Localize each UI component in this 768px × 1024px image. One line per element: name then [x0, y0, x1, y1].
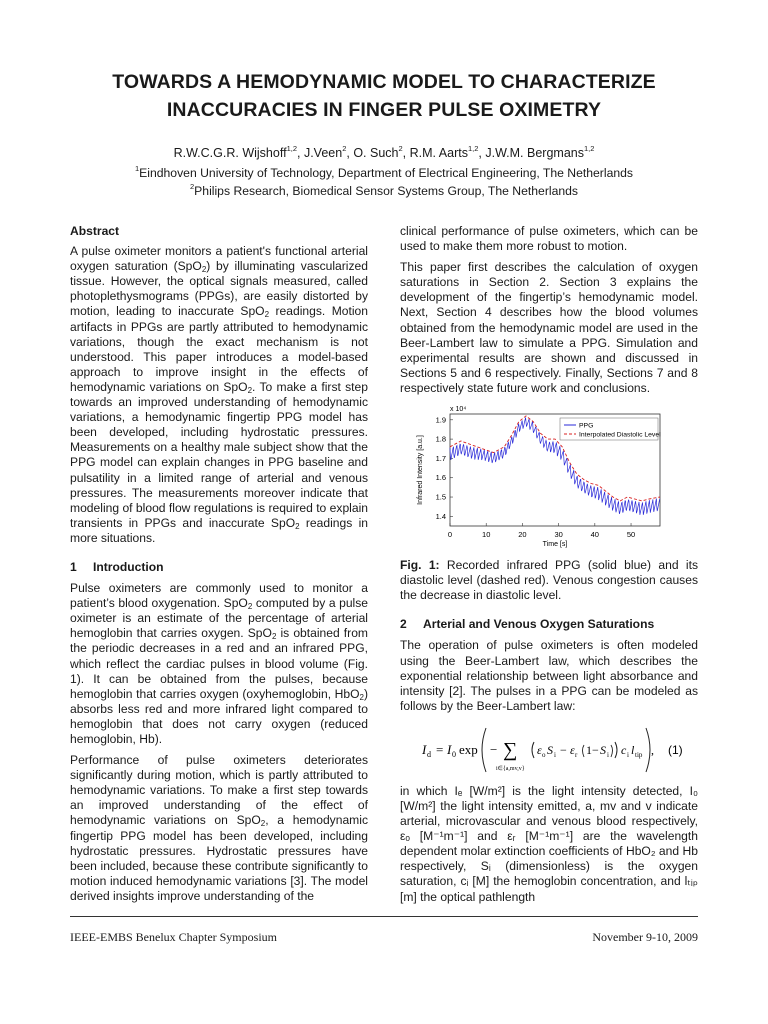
y-tick-label: 1.9	[435, 415, 446, 425]
svg-text:S: S	[600, 742, 606, 757]
svg-text:d: d	[427, 749, 431, 759]
paper-title	[70, 68, 698, 124]
svg-text:S: S	[547, 742, 553, 757]
affiliation-1	[70, 166, 698, 180]
author-5-sup: 1,2	[583, 144, 595, 153]
svg-text:−: −	[490, 741, 498, 757]
author-2: J.Veen	[303, 146, 343, 160]
intro-paragraph-2: Performance of pulse oximeters deteriorates significantly during motion, which is partly attributed to hemodynamic variations. To make a first step towards an improved understanding of the effect of hemodynamic variations on SpO$_2$, a hemodynamic fingertip PPG model has been developed, including hydrostatic pressures. Hydrostatic pressures have been included, because these contribute significantly to motion induced hemodynamic variations [3]. The model derived insights improve understanding of the	[70, 753, 368, 903]
svg-text:o: o	[542, 750, 546, 759]
y-tick-label: 1.7	[435, 453, 446, 463]
equation-number: (1)	[668, 742, 683, 757]
svg-text:I: I	[447, 741, 452, 757]
svg-text:,: ,	[651, 742, 654, 757]
y-tick-label: 1.5	[435, 492, 446, 502]
affiliation-2	[70, 184, 698, 198]
svg-text:ε: ε	[570, 742, 575, 757]
author-1-sup: 1,2	[286, 144, 297, 153]
affiliation-1-text: Eindhoven University of Technology, Department of Electrical Engineering, The Netherlands	[139, 166, 634, 180]
legend-diastolic-label: Interpolated Diastolic Level	[579, 431, 661, 439]
x-tick-label: 50	[626, 530, 636, 540]
ppg-chart	[400, 402, 698, 552]
affiliation-1-sup: 1	[134, 164, 140, 173]
figure-caption: Fig. 1: Recorded infrared PPG (solid blue) and its diastolic level (dashed red). Venous congestion causes the decrease in diastolic level.	[400, 558, 698, 603]
footer-right: November 9-10, 2009	[592, 930, 698, 944]
title-line-1: TOWARDS A HEMODYNAMIC MODEL TO CHARACTERIZE	[112, 71, 656, 93]
author-5: J.W.M. Bergmans	[485, 146, 584, 160]
section-2-paragraph-1: The operation of pulse oximeters is often modeled using the Beer-Lambert law, which describes the exponential relationship between light absorbance and intensity [2]. The pulses in a PPG can be modeled as follows by the Beer-Lambert law:	[400, 638, 698, 713]
footer-left: IEEE-EMBS Benelux Chapter Symposium	[70, 930, 277, 944]
author-1: R.W.C.G.R. Wijshoff	[173, 146, 287, 160]
x-tick-label: 10	[482, 530, 491, 540]
left-column	[70, 224, 368, 910]
svg-text:i: i	[554, 750, 556, 759]
x-tick-label: 40	[590, 530, 599, 540]
title-line-2: INACCURACIES IN FINGER PULSE OXIMETRY	[166, 99, 602, 121]
right-paragraph-1: clinical performance of pulse oximeters, which can be used to make them more robust to motion.	[400, 224, 698, 254]
svg-text:0: 0	[452, 749, 456, 759]
x-tick-label: 30	[554, 530, 563, 540]
affiliation-2-text: Philips Research, Biomedical Sensor Systems Group, The Netherlands	[194, 184, 579, 198]
right-paragraph-2: This paper first describes the calculation of oxygen saturations in Section 2. Section 3 explains the development of the fingertip’s hemodynamic model. Next, Section 4 describes how the blood volumes obtained from the hemodynamic model are used in the Beer-Lambert law to simulate a PPG. Simulation and experimental results are shown and discussed in Sections 5 and 6 respectively. Finally, Sections 7 and 8 respectively state future work and conclusions.	[400, 260, 698, 395]
svg-text:r: r	[575, 750, 578, 759]
exponent-label: x 10⁴	[450, 406, 467, 414]
author-4-sup: 1,2	[467, 144, 479, 153]
footer-rule	[70, 916, 698, 917]
svg-text:exp: exp	[459, 741, 478, 757]
x-axis-label: Time [s]	[542, 541, 568, 549]
intro-heading: 1 Introduction	[70, 559, 164, 574]
svg-text:c: c	[621, 742, 627, 757]
equation-1	[400, 720, 698, 780]
abstract-text: A pulse oximeter monitors a patient's functional arterial oxygen saturation (SpO$_2$) by illuminating vascularized tissue. However, the optical signals measured, called photoplethysmograms (PPGs), are easily distorted by motion, leading to inaccurate SpO$_2$ readings. Motion artifacts in PPGs are partly attributed to hemodynamic variations, though the exact mechanism is not understood. This paper introduces a model-based approach to improve insight in the effects of hemodynamic variations on SpO$_2$. To make a first step towards an improved understanding of hemodynamic variations, a hemodynamic fingertip PPG model has been developed, including hydrostatic pressures. Measurements on a healthy male subject show that the PPG model can explain changes in PPG baseline and pulsatility in a limited range of arterial and venous pressures. The measurements moreover indicate that modeling of blood flow regulations is required to explain transients in PPGs and inaccurate SpO$_2$ readings in more situations.	[70, 244, 368, 545]
legend-ppg-label: PPG	[579, 422, 594, 430]
author-4: R.M. Aarts	[409, 146, 468, 160]
intro-paragraph-1: Pulse oximeters are commonly used to monitor a patient’s blood oxygenation. SpO$_2$ computed by a pulse oximeter is an estimate of the percentage of arterial hemoglobin that carries oxygen. SpO$_2$ is obtained from the periodic decreases in a red and an infrared PPG, which reflect the cardiac pulses in blood volume (Fig. 1). It can be obtained from the pulses, because hemoglobin that carries oxygen (oxyhemoglobin, HbO$_2$) absorbs less red and more infrared light compared to hemoglobin that does not carry oxygen (reduced hemoglobin, Hb).	[70, 581, 368, 746]
svg-text:l: l	[631, 742, 635, 757]
sum-index: i∈{a,mv,v}	[496, 765, 525, 772]
y-tick-label: 1.4	[435, 511, 446, 521]
svg-text:i: i	[627, 750, 629, 759]
figure-1	[400, 402, 698, 552]
abstract-heading: Abstract	[70, 224, 120, 238]
x-tick-label: 0	[447, 530, 453, 540]
x-tick-label: 20	[518, 530, 527, 540]
svg-text:1−: 1−	[586, 742, 599, 757]
svg-text:∑: ∑	[503, 738, 518, 761]
svg-text:−: −	[560, 742, 567, 757]
svg-text:=: =	[436, 741, 444, 757]
y-tick-label: 1.8	[435, 434, 446, 444]
author-2-sup: 2	[342, 144, 347, 153]
svg-text:i: i	[607, 750, 609, 759]
svg-text:I: I	[422, 741, 427, 757]
y-tick-label: 1.6	[435, 473, 446, 483]
svg-text:tip: tip	[635, 750, 643, 759]
author-list: R.W.C.G.R. Wijshoff$^{1,2}$, J.Veen$^2$, O. Such$^2$, R.M. Aarts$^{1,2}$, J.W.M. Bergmans$^{1,2}$	[173, 144, 595, 160]
author-3: O. Such	[353, 146, 399, 160]
author-3-sup: 2	[398, 144, 403, 153]
section-2-heading: 2 Arterial and Venous Oxygen Saturations	[400, 617, 655, 632]
svg-text:ε: ε	[537, 742, 542, 757]
equation-graphic	[400, 720, 698, 780]
affiliation-2-sup: 2	[189, 182, 195, 191]
section-2-paragraph-2: in which Iₑ [W/m²] is the light intensity detected, I₀ [W/m²] the light intensity emitted, a, mv and v indicate arterial, microvascular and venous blood respectively, εₒ [M⁻¹m⁻¹] and εᵣ [M⁻¹m⁻¹] are the wavelength dependent molar extinction coefficients of HbO₂ and Hb respectively, Sᵢ (dimensionless) is the oxygen saturation, cᵢ [M] the hemoglobin concentration, and lₜᵢₚ [m] the optical pathlength	[400, 783, 698, 904]
y-axis-label: Infrared Intensity [a.u.]	[417, 435, 424, 505]
right-column	[400, 224, 698, 911]
